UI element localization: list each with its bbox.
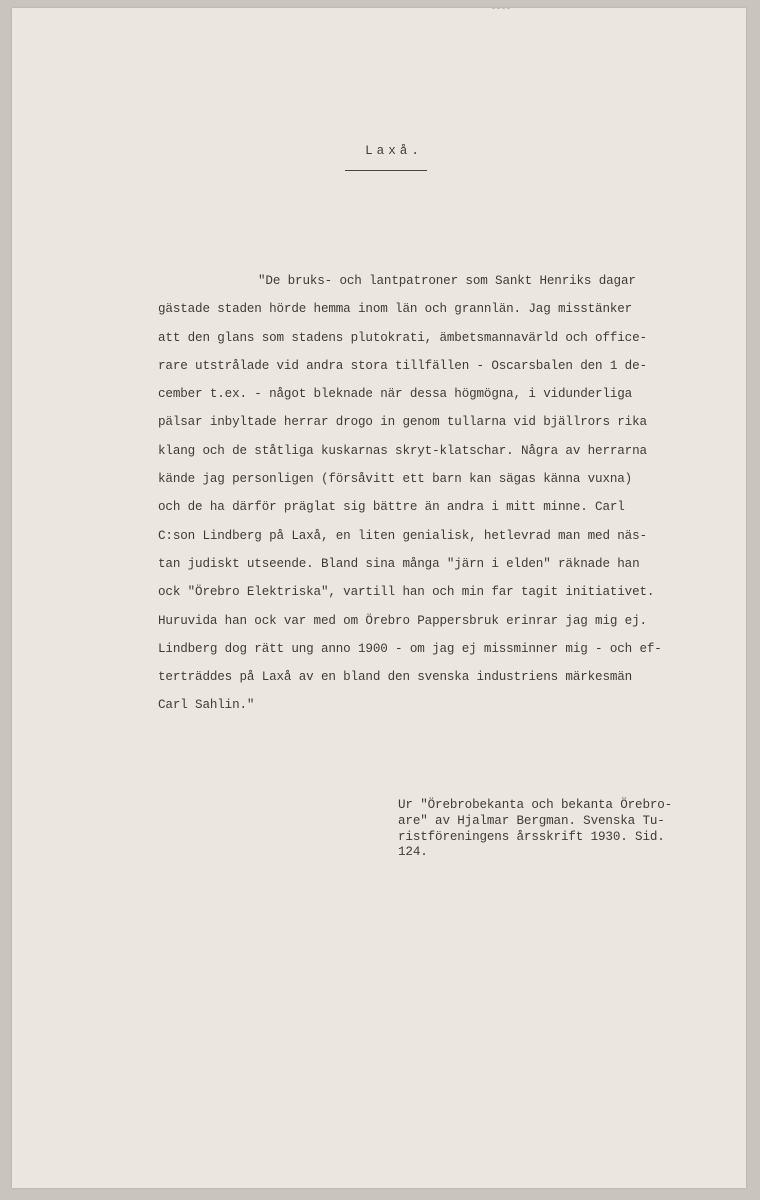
page-title: Laxå. xyxy=(365,144,423,158)
body-line: Lindberg dog rätt ung anno 1900 - om jag ej missminner mig - och ef- xyxy=(158,641,662,656)
body-line: C:son Lindberg på Laxå, en liten genialisk, hetlevrad man med näs- xyxy=(158,528,647,543)
body-line: cember t.ex. - något bleknade när dessa högmögna, i vidunderliga xyxy=(158,387,633,402)
body-line: att den glans som stadens plutokrati, ämbetsmannavärld och office- xyxy=(158,330,647,345)
scan-mark xyxy=(492,8,510,14)
body-line: klang och de ståtliga kuskarnas skryt-klatschar. Några av herrarna xyxy=(158,443,647,458)
citation-line: ristföreningens årsskrift 1930. Sid. xyxy=(398,829,665,844)
body-line: terträddes på Laxå av en bland den svenska industriens märkesmän xyxy=(158,670,633,685)
citation-line: are" av Hjalmar Bergman. Svenska Tu- xyxy=(398,813,665,828)
body-line: rare utstrålade vid andra stora tillfällen - Oscarsbalen den 1 de- xyxy=(158,358,647,373)
body-line: gästade staden hörde hemma inom län och grannlän. Jag misstänker xyxy=(158,302,633,317)
document-page xyxy=(12,8,746,1188)
citation-line: Ur "Örebrobekanta och bekanta Örebro- xyxy=(398,798,673,812)
title-underline xyxy=(345,170,427,171)
body-text xyxy=(158,267,748,720)
body-line: ock "Örebro Elektriska", vartill han och min far tagit initiativet. xyxy=(158,585,655,600)
body-line: pälsar inbyltade herrar drogo in genom tullarna vid bjällrors rika xyxy=(158,415,647,430)
citation xyxy=(398,798,738,861)
body-line: Huruvida han ock var med om Örebro Pappersbruk erinrar jag mig ej. xyxy=(158,613,647,628)
body-line: tan judiskt utseende. Bland sina många "järn i elden" räknade han xyxy=(158,556,640,571)
citation-line: 124. xyxy=(398,845,428,860)
body-line: och de ha därför präglat sig bättre än andra i mitt minne. Carl xyxy=(158,500,625,515)
body-line: Carl Sahlin." xyxy=(158,698,255,713)
body-line: "De bruks- och lantpatroner som Sankt Henriks dagar xyxy=(258,274,636,288)
body-line: kände jag personligen (försåvitt ett barn kan sägas känna vuxna) xyxy=(158,472,633,487)
